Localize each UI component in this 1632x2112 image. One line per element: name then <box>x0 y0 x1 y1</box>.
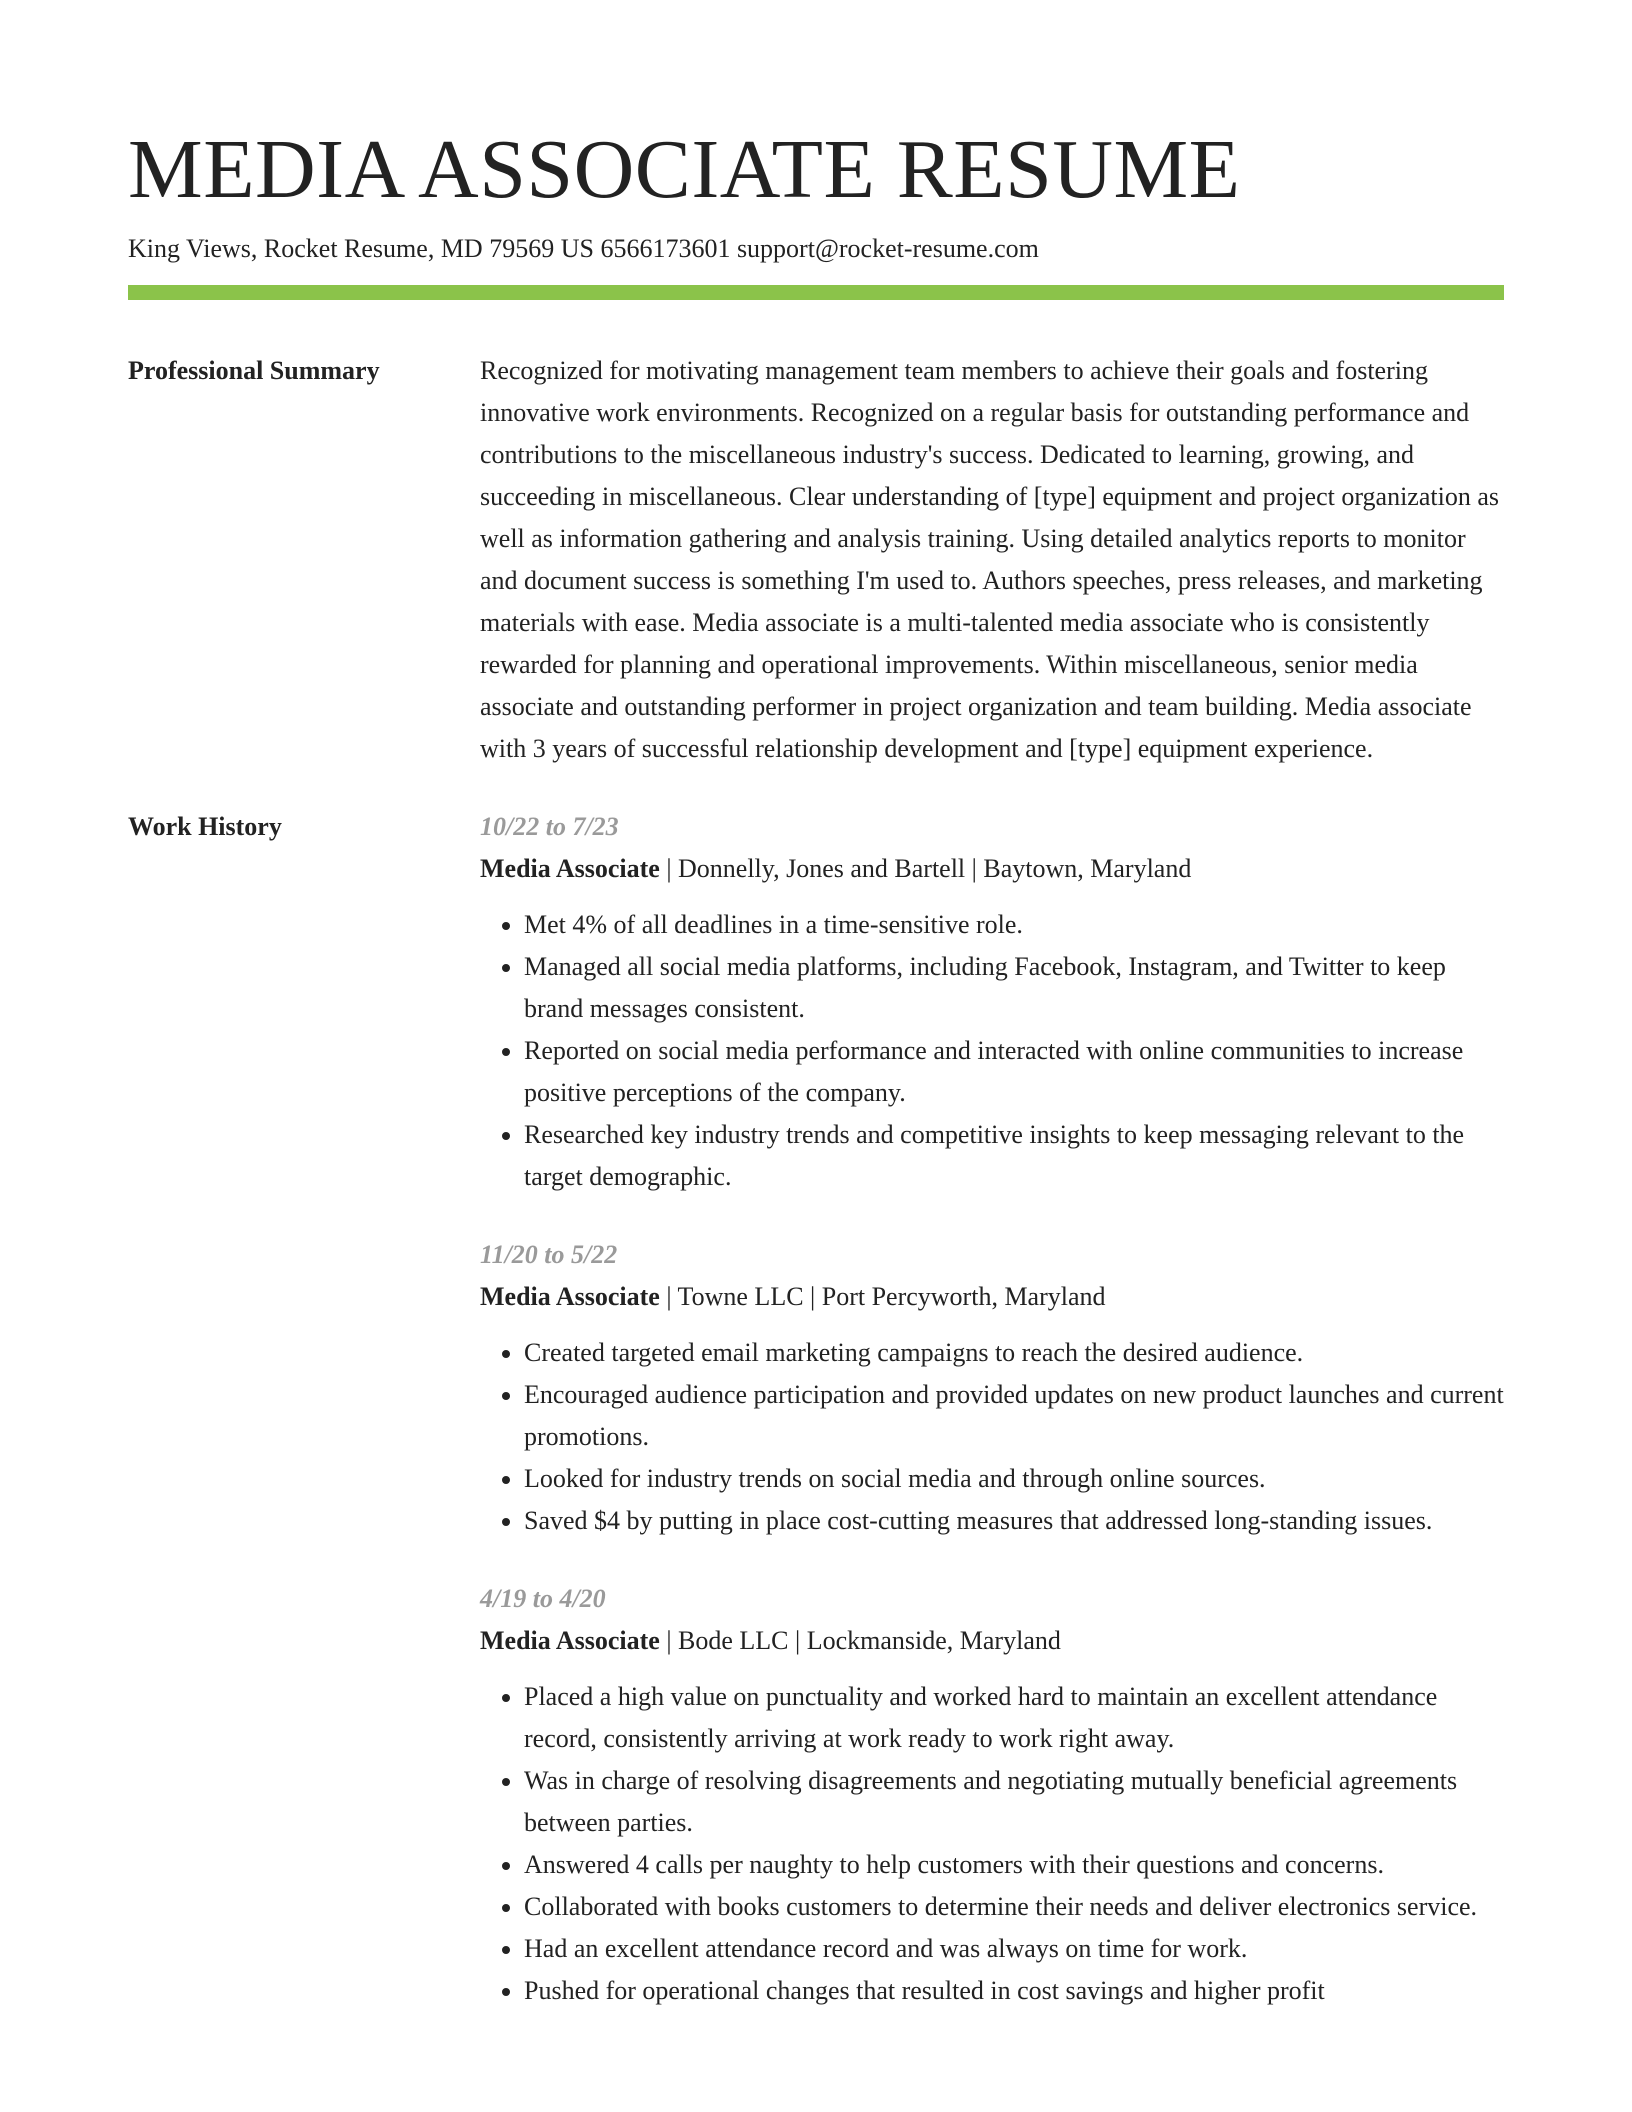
job-bullet: • Met 4% of all deadlines in a time-sensitive role. <box>524 904 1504 946</box>
job-bullet: • Had an excellent attendance record and was always on time for work. <box>524 1928 1504 1970</box>
job-company-location: | Bode LLC | Lockmanside, Maryland <box>659 1626 1061 1655</box>
header-divider <box>128 285 1504 300</box>
job-heading <box>480 1276 1504 1318</box>
job-company-location: | Donnelly, Jones and Bartell | Baytown, Maryland <box>659 854 1192 883</box>
job-bullet: • Managed all social media platforms, including Facebook, Instagram, and Twitter to keep brand messages consistent. <box>524 946 1504 1030</box>
job-dates: 4/19 to 4/20 <box>480 1584 606 1613</box>
job-dates: 11/20 to 5/22 <box>480 1240 618 1269</box>
job-bullets <box>480 1332 1504 1542</box>
job-bullet: • Saved $4 by putting in place cost-cutting measures that addressed long-standing issues. <box>524 1500 1504 1542</box>
job-bullet: • Created targeted email marketing campaigns to reach the desired audience. <box>524 1332 1504 1374</box>
job-bullet: • Answered 4 calls per naughty to help customers with their questions and concerns. <box>524 1844 1504 1886</box>
job-entry <box>480 806 1504 1198</box>
job-bullet: • Researched key industry trends and competitive insights to keep messaging relevant to the target demographic. <box>524 1114 1504 1198</box>
section-label-professional-summary: Professional Summary <box>128 356 380 385</box>
job-title: Media Associate <box>480 854 660 883</box>
job-title: Media Associate <box>480 1626 660 1655</box>
professional-summary-section <box>128 350 1504 770</box>
job-entry <box>480 1234 1504 1542</box>
job-bullet: • Pushed for operational changes that resulted in cost savings and higher profit <box>524 1970 1504 2012</box>
job-company-location: | Towne LLC | Port Percyworth, Maryland <box>659 1282 1106 1311</box>
page-title: MEDIA ASSOCIATE RESUME <box>128 123 1241 216</box>
job-bullet: • Collaborated with books customers to determine their needs and deliver electronics service. <box>524 1886 1504 1928</box>
job-title: Media Associate <box>480 1282 660 1311</box>
job-bullets <box>480 1676 1504 2012</box>
job-bullet: • Reported on social media performance and interacted with online communities to increase positive perceptions of the company. <box>524 1030 1504 1114</box>
work-history-section <box>128 806 1504 2048</box>
job-dates: 10/22 to 7/23 <box>480 812 619 841</box>
job-entry <box>480 1578 1504 2012</box>
summary-body <box>480 350 1504 770</box>
job-heading <box>480 1620 1504 1662</box>
contact-info: King Views, Rocket Resume, MD 79569 US 6566173601 support@rocket-resume.com <box>128 234 1039 263</box>
job-bullet: • Encouraged audience participation and provided updates on new product launches and current promotions. <box>524 1374 1504 1458</box>
job-bullets <box>480 904 1504 1198</box>
section-label-work-history: Work History <box>128 812 282 841</box>
job-bullet: • Placed a high value on punctuality and worked hard to maintain an excellent attendance record, consistently arriving at work ready to work right away. <box>524 1676 1504 1760</box>
summary-text: Recognized for motivating management team members to achieve their goals and fostering innovative work environments. Recognized on a regular basis for outstanding performance and contributions to the miscellaneous industry's success. Dedicated to learning, growing, and succeeding in miscellaneous. Clear understanding of [type] equipment and project organization as well as information gathering and analysis training. Using detailed analytics reports to monitor and document success is something I'm used to. Authors speeches, press releases, and marketing materials with ease. Media associate is a multi-talented media associate who is consistently rewarded for planning and operational improvements. Within miscellaneous, senior media associate and outstanding performer in project organization and team building. Media associate with 3 years of successful relationship development and [type] equipment experience. <box>480 356 1499 763</box>
job-bullet: • Looked for industry trends on social media and through online sources. <box>524 1458 1504 1500</box>
resume-page <box>128 0 1504 2048</box>
job-bullet: • Was in charge of resolving disagreements and negotiating mutually beneficial agreements between parties. <box>524 1760 1504 1844</box>
work-history-list <box>480 806 1504 2048</box>
job-heading <box>480 848 1504 890</box>
